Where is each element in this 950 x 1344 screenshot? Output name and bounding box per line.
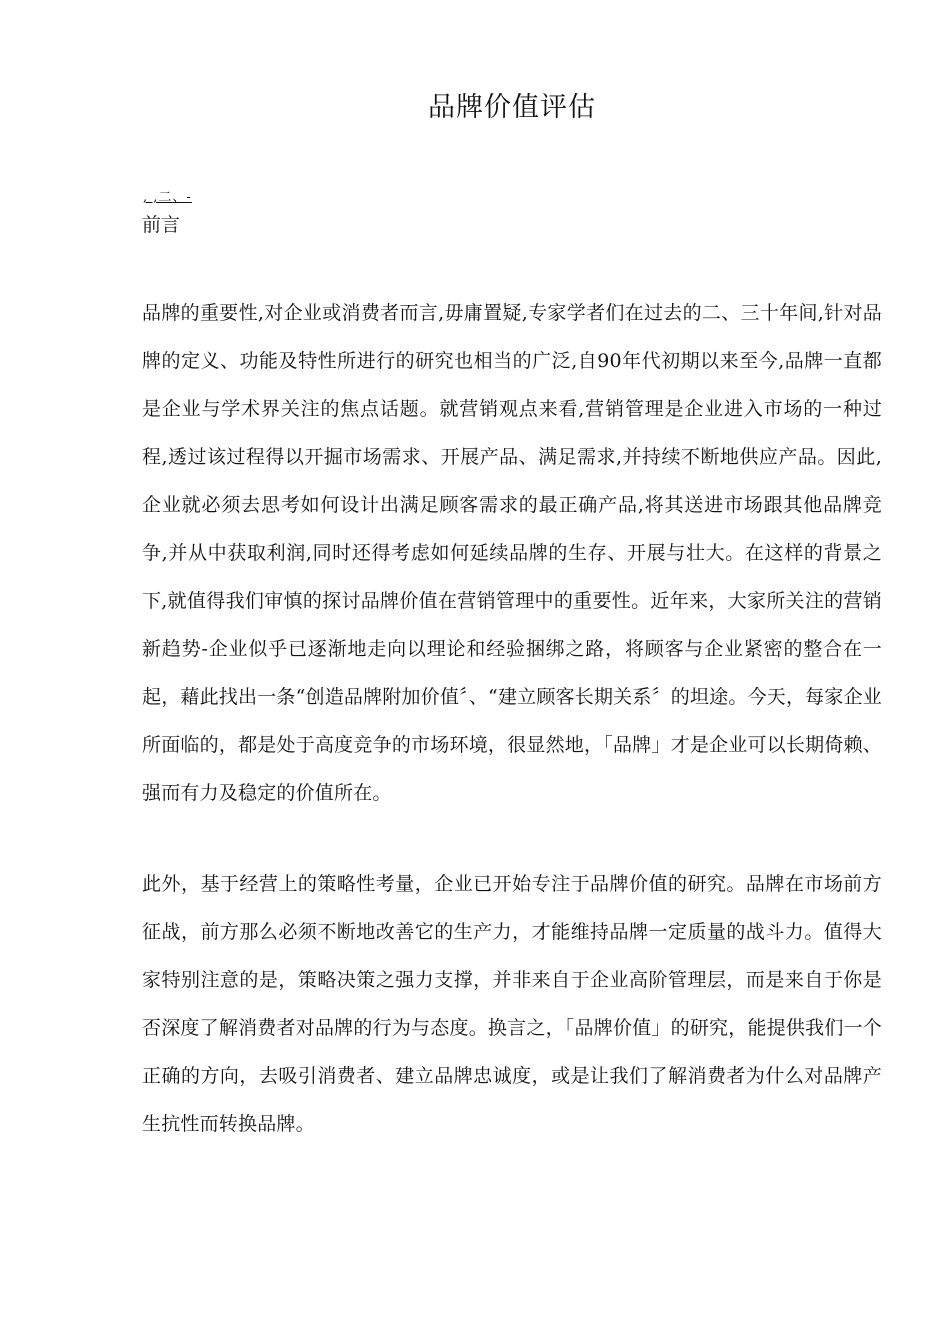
header-marks: , ,二、- xyxy=(143,190,192,205)
paragraph-1: 品牌的重要性,对企业或消费者而言,毋庸置疑,专家学者们在过去的二、三十年间,针对品牌的定义、功能及特性所进行的研究也相当的广泛,自90年代初期以来至今,品牌一直都是企业与学术界关注的焦点话题。就营销观点来看,营销管理是企业进入市场的一种过程,透过该过程得以开掘市场需求、开展产品、满足需求,并持续不断地供应产品。因此,企业就必须去思考如何设计出满足顾客需求的最正确产品,将其送进市场跟其他品牌竞争,并从中获取利润,同时还得考虑如何延续品牌的生存、开展与壮大。在这样的背景之下,就值得我们审慎的探讨品牌价值在营销管理中的重要性。近年来，大家所关注的营销新趋势-企业似乎已逐渐地走向以理论和经验捆绑之路，将顾客与企业紧密的整合在一起，藉此找出一条“创造品牌附加价值〞、“建立顾客长期关系〞的坦途。今天，每家企业所面临的，都是处于高度竞争的市场环境，很显然地，「品牌」才是企业可以长期倚赖、强而有力及稳定的价值所在。 xyxy=(142,302,882,804)
section-heading-preface: 前言 xyxy=(142,214,181,236)
paragraph-2: 此外，基于经营上的策略性考量，企业已开始专注于品牌价值的研究。品牌在市场前方征战，前方那么必须不断地改善它的生产力，才能维持品牌一定质量的战斗力。值得大家特别注意的是，策略决策之强力支撑，并非来自于企业高阶管理层，而是来自于你是否深度了解消费者对品牌的行为与态度。换言之，「品牌价值」的研究，能提供我们一个正确的方向，去吸引消费者、建立品牌忠诚度，或是让我们了解消费者为什么对品牌产生抗性而转换品牌。 xyxy=(142,873,882,1135)
page-title: 品牌价值评估 xyxy=(428,92,596,123)
